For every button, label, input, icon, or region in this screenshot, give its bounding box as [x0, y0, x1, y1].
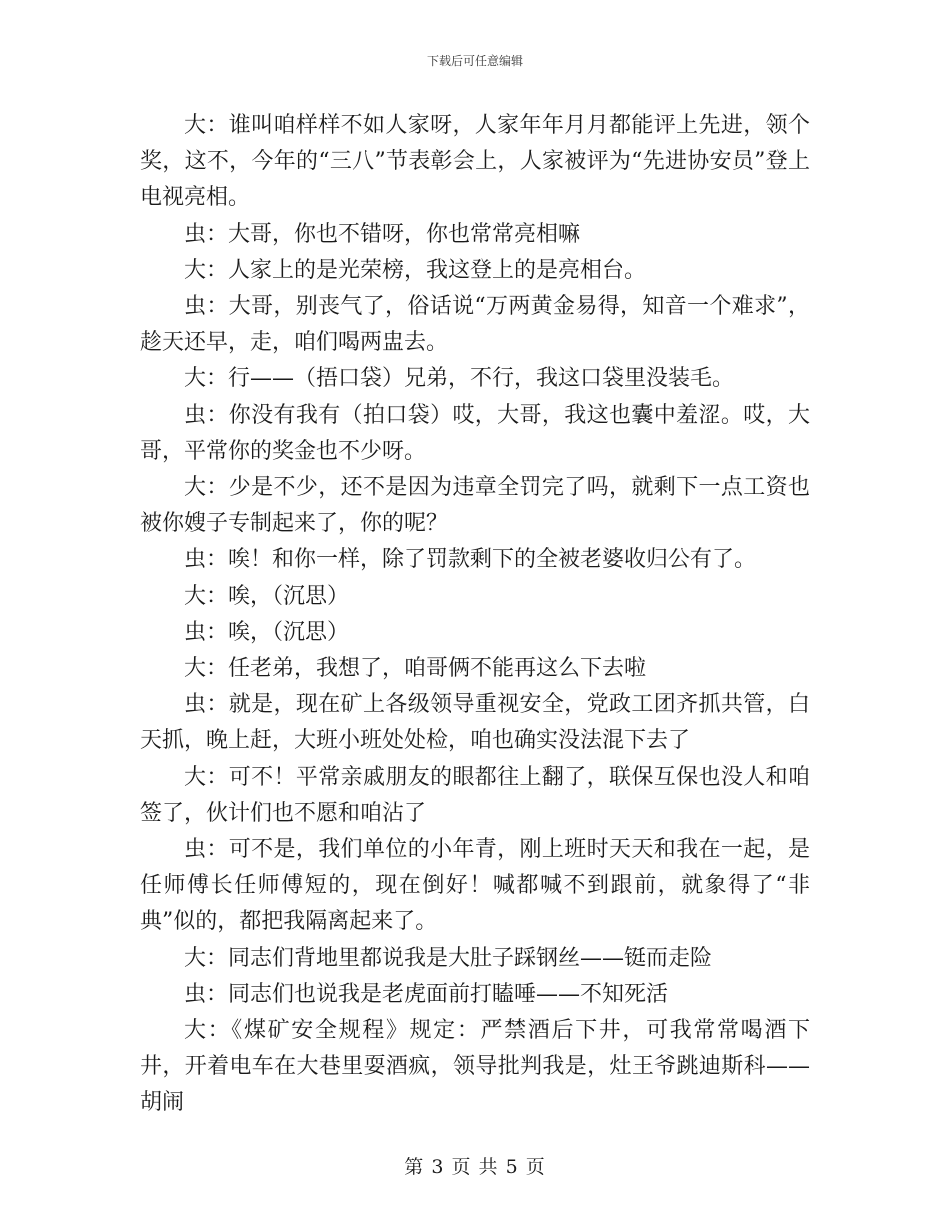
- dialogue-paragraph: 大：任老弟，我想了，咱哥俩不能再这么下去啦: [184, 656, 647, 682]
- dialogue-paragraph: 大：唉，（沉思）: [184, 583, 350, 609]
- footer-label-mid: 页 共: [451, 1156, 499, 1178]
- dialogue-paragraph: 虫：大哥，别丧气了，俗话说“万两黄金易得，知音一个难求”，趁天还早，走，咱们喝两盅去。: [140, 294, 810, 356]
- page-header: 下载后可任意编辑: [426, 54, 523, 68]
- dialogue-paragraph: 大：可不！平常亲戚朋友的眼都往上翻了，联保互保也没人和咱签了，伙计们也不愿和咱沾了: [140, 764, 810, 826]
- dialogue-paragraph: 虫：就是，现在矿上各级领导重视安全，党政工团齐抓共管，白天抓，晚上赶，大班小班处处检，咱也确实没法混下去了: [140, 692, 810, 754]
- dialogue-paragraph: 大：同志们背地里都说我是大肚子踩钢丝——铤而走险: [184, 945, 713, 971]
- footer-label-before: 第: [404, 1156, 425, 1178]
- dialogue-paragraph: 大：人家上的是光荣榜，我这登上的是亮相台。: [184, 257, 647, 283]
- dialogue-paragraph: 虫：唉，（沉思）: [184, 619, 350, 645]
- current-page-number: 3: [431, 1156, 445, 1178]
- page-footer: [0, 1152, 950, 1179]
- footer-label-after: 页: [525, 1156, 546, 1178]
- dialogue-paragraph: 大：谁叫咱样样不如人家呀，人家年年月月都能评上先进，领个奖，这不，今年的“三八”节表彰会上，人家被评为“先进协安员”登上电视亮相。: [140, 113, 810, 211]
- dialogue-paragraph: 大：少是不少，还不是因为违章全罚完了吗，就剩下一点工资也被你嫂子专制起来了，你的呢？: [140, 475, 810, 537]
- dialogue-paragraph: 虫：同志们也说我是老虎面前打瞌唾——不知死活: [184, 981, 669, 1007]
- dialogue-paragraph: 虫：你没有我有（拍口袋）哎，大哥，我这也囊中羞涩。哎，大哥，平常你的奖金也不少呀。: [140, 402, 810, 464]
- dialogue-paragraph: 大：《煤矿安全规程》规定：严禁酒后下井，可我常常喝酒下井，开着电车在大巷里耍酒疯，领导批判我是，灶王爷跳迪斯科——胡闹: [140, 1018, 810, 1116]
- dialogue-paragraph: 虫：唉！和你一样，除了罚款剩下的全被老婆收归公有了。: [184, 547, 757, 573]
- total-pages-number: 5: [505, 1156, 519, 1178]
- dialogue-paragraph: 虫：大哥，你也不错呀，你也常常亮相嘛: [184, 221, 581, 247]
- document-body: [140, 108, 810, 1122]
- dialogue-paragraph: 大：行——（捂口袋）兄弟，不行，我这口袋里没装毛。: [184, 366, 735, 392]
- dialogue-paragraph: 虫：可不是，我们单位的小年青，刚上班时天天和我在一起，是任师傅长任师傅短的，现在倒好！喊都喊不到跟前，就象得了“非典”似的，都把我隔离起来了。: [140, 837, 810, 935]
